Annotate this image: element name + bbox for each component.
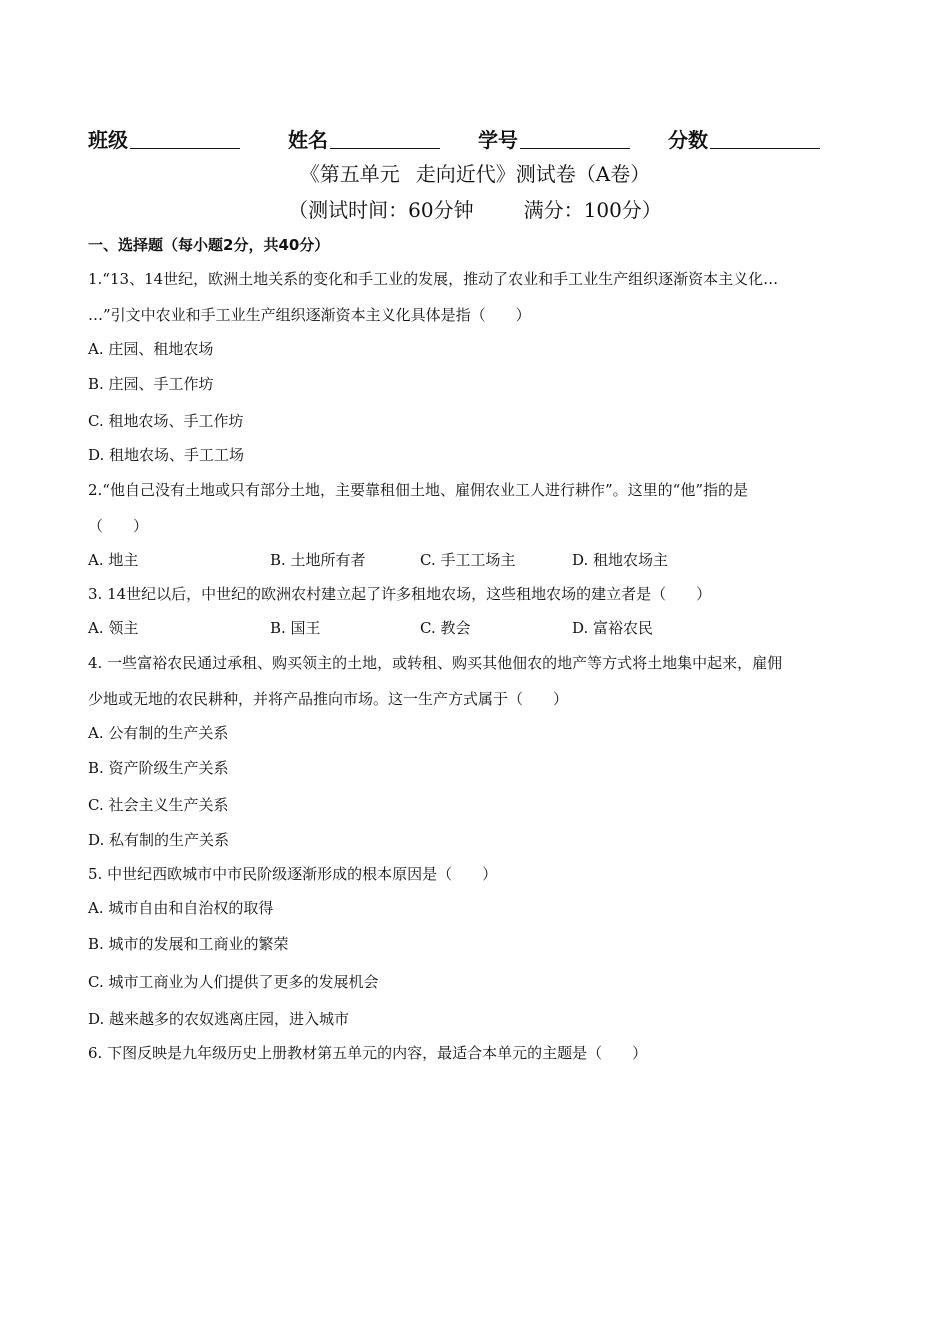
question-1-line-1: 1.“13、14世纪，欧洲土地关系的变化和手工业的发展，推动了农业和手工业生产组织逐渐资本主义化… [88, 270, 779, 288]
name-blank[interactable] [330, 128, 440, 149]
exam-title [0, 160, 950, 188]
exam-full-score: 满分：100分） [523, 198, 662, 222]
exam-time: （测试时间：60分钟 [288, 198, 474, 222]
question-1-line-2: …”引文中农业和手工业生产组织逐渐资本主义化具体是指（ ） [88, 306, 531, 324]
question-2-option-d[interactable]: D. 租地农场主 [572, 551, 669, 569]
exam-title-part1: 《第五单元 [299, 162, 400, 186]
student-number-label: 学号 [478, 128, 518, 152]
question-3-option-c[interactable]: C. 教会 [420, 619, 471, 637]
question-2-option-a[interactable]: A. 地主 [88, 551, 139, 569]
exam-subtitle [0, 196, 950, 224]
student-info-fields [88, 124, 868, 154]
question-1-option-c[interactable]: C. 租地农场、手工作坊 [88, 412, 244, 430]
question-4-option-b[interactable]: B. 资产阶级生产关系 [88, 759, 229, 777]
question-2-line-2: （ ） [88, 517, 149, 535]
question-3-option-d[interactable]: D. 富裕农民 [572, 619, 654, 637]
score-label: 分数 [668, 128, 708, 152]
question-2-line-1: 2.“他自己没有土地或只有部分土地，主要靠租佃土地、雇佣农业工人进行耕作”。这里的“他”指的是 [88, 481, 748, 499]
question-2-option-b[interactable]: B. 土地所有者 [270, 551, 366, 569]
question-1-option-a[interactable]: A. 庄园、租地农场 [88, 340, 214, 358]
section-heading-choice: 一、选择题（每小题2分，共40分） [88, 236, 330, 254]
question-1-option-d[interactable]: D. 租地农场、手工工场 [88, 446, 245, 464]
student-number-blank[interactable] [520, 128, 630, 149]
question-4-line-1: 4. 一些富裕农民通过承租、购买领主的土地，或转租、购买其他佃农的地产等方式将土地集中起来，雇佣 [88, 654, 783, 672]
exam-title-part2: 走向近代》测试卷（A卷） [415, 162, 651, 186]
class-label: 班级 [88, 128, 128, 152]
class-field[interactable] [88, 124, 240, 153]
question-1-option-b[interactable]: B. 庄园、手工作坊 [88, 375, 214, 393]
question-6-line-1: 6. 下图反映是九年级历史上册教材第五单元的内容，最适合本单元的主题是（ ） [88, 1044, 648, 1062]
score-field[interactable] [668, 124, 820, 153]
student-number-field[interactable] [478, 124, 630, 153]
question-3-line-1: 3. 14世纪以后，中世纪的欧洲农村建立起了许多租地农场，这些租地农场的建立者是（ ） [88, 585, 712, 603]
question-5-line-1: 5. 中世纪西欧城市中市民阶级逐渐形成的根本原因是（ ） [88, 865, 498, 883]
question-4-option-a[interactable]: A. 公有制的生产关系 [88, 724, 229, 742]
question-5-option-d[interactable]: D. 越来越多的农奴逃离庄园，进入城市 [88, 1010, 350, 1028]
question-2-option-c[interactable]: C. 手工工场主 [420, 551, 516, 569]
question-4-option-d[interactable]: D. 私有制的生产关系 [88, 831, 230, 849]
question-5-option-c[interactable]: C. 城市工商业为人们提供了更多的发展机会 [88, 973, 379, 991]
score-blank[interactable] [710, 128, 820, 149]
name-field[interactable] [288, 124, 440, 153]
question-4-option-c[interactable]: C. 社会主义生产关系 [88, 796, 229, 814]
question-5-option-a[interactable]: A. 城市自由和自治权的取得 [88, 899, 274, 917]
class-blank[interactable] [130, 128, 240, 149]
name-label: 姓名 [288, 128, 328, 152]
question-3-option-a[interactable]: A. 领主 [88, 619, 139, 637]
question-4-line-2: 少地或无地的农民耕种，并将产品推向市场。这一生产方式属于（ ） [88, 690, 569, 708]
question-3-option-b[interactable]: B. 国王 [270, 619, 321, 637]
question-5-option-b[interactable]: B. 城市的发展和工商业的繁荣 [88, 935, 289, 953]
